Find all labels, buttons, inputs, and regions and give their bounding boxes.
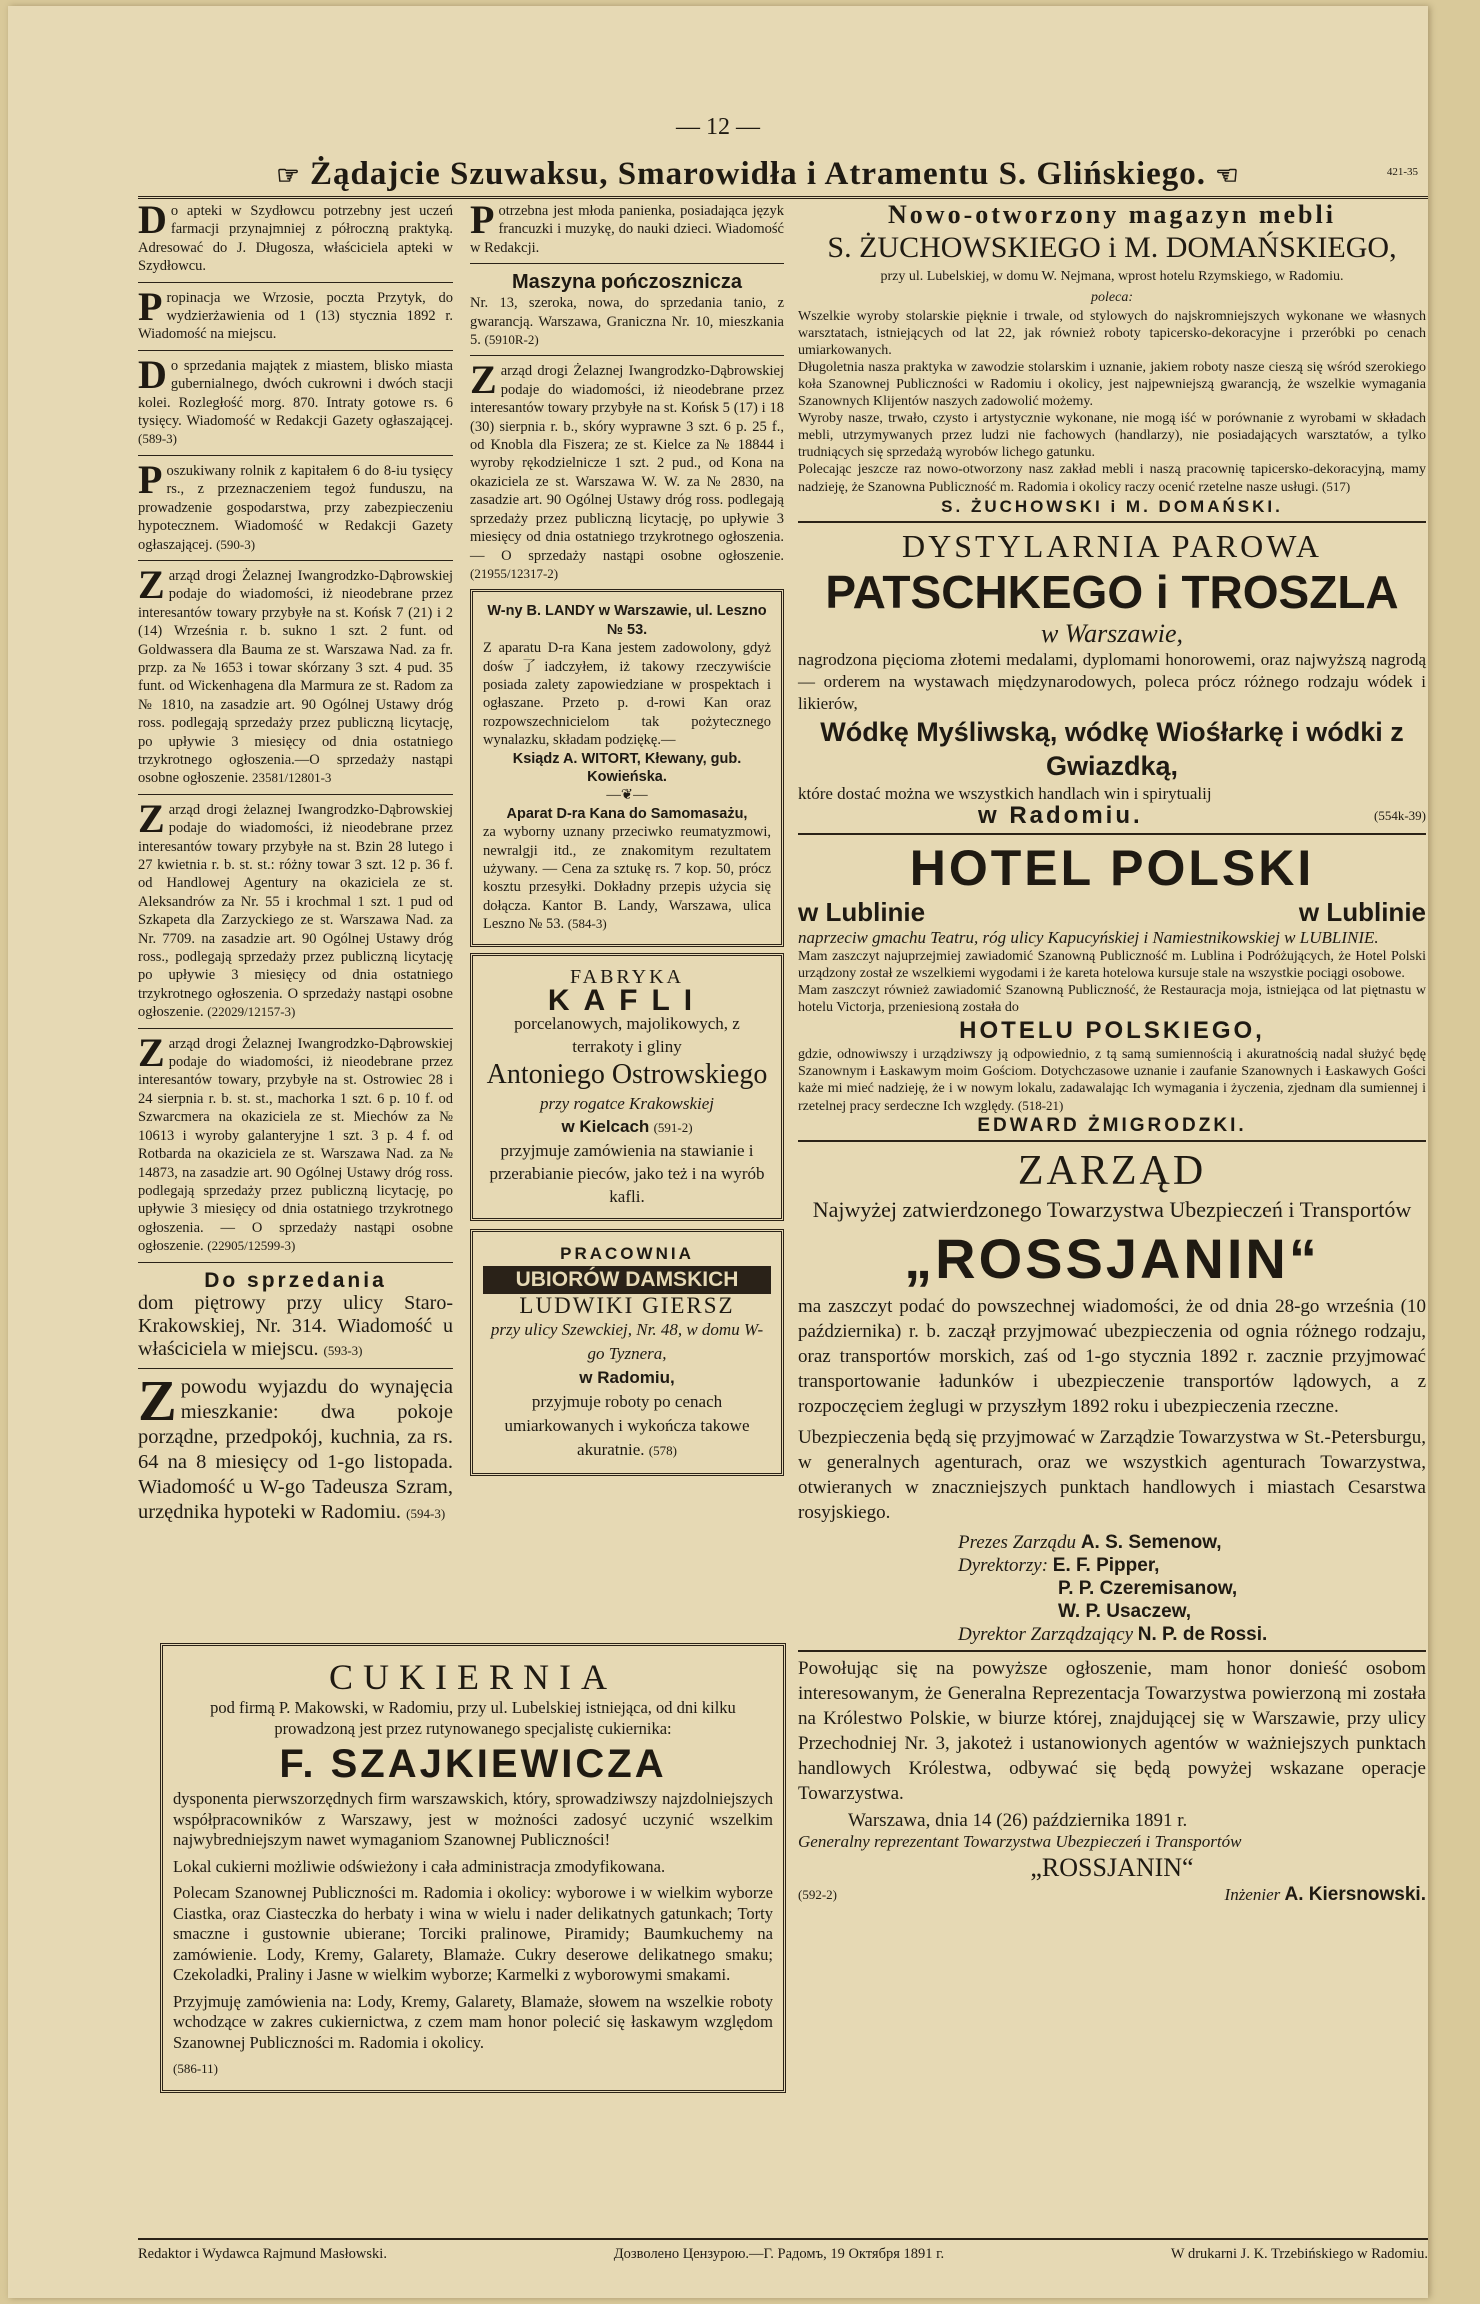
divider: [138, 282, 453, 283]
officials: Prezes Zarządu A. S. Semenow, Dyrektorzy: E. F. Pipper, P. P. Czeremisanow, W. P. Usaczew, Dyrektor Zarządzający N. P. de Rossi.: [958, 1532, 1268, 1645]
divider: [138, 1262, 453, 1263]
divider: [138, 1368, 453, 1369]
pracownia-ad: PRACOWNIA UBIORÓW DAMSKICH LUDWIKI GIERSZ przy ulicy Szewckiej, Nr. 48, w domu W-go Tyznera, w Radomiu, przyjmuje roboty po cenach umiarkowanych i wykończa takowe akuratnie. (578): [470, 1229, 784, 1476]
szram-ad: Zpowodu wyjazdu do wynajęcia mieszkanie: dwa pokoje porządne, przedpokój, kuchnia, za rs. 64 na 8 miesięcy od 1-go listopada. Wiadomość u W-go Tadeusza Szram, urzędnika hypoteki w Radomiu. (594-3): [138, 1367, 453, 1523]
divider: [798, 1140, 1426, 1142]
hotel-city-row: w Lublinie w Lublinie: [798, 897, 1426, 927]
hotel-body: Mam zaszczyt najuprzejmiej zawiadomić Szanowną Publiczność m. Lublina i Podróżujących, że Hotel Polski urządzony został ze wszelkiemi wygodami i że kareta hotelowa kursuje stale na wszystkie pociągi osobowe. Mam zaszczyt również zawiadomić Szanowną Publiczność, że Restauracja moja, istniejąca od lat piętnastu w hotelu Victorja, przeniesioną została do HOTELU POLSKIEGO, gdzie, odnowiwszy i urządziwszy ją odpowiednio, z tą samą sumiennością i akuratnością nadal służyć będę Szanownym i Łaskawym moim Gościom. Dotychczasowe uznanie i zaufanie Szanownych i Łaskawych Gości każe mi mieć nadzieję, że i w nowym lokalu, zadawalając Ich wymagania i życzenia, zjednam dla sumiennej i rzetelnej pracy serdeczne Ich względy. (518-21): [798, 949, 1426, 1114]
notice: Do apteki w Szydłowcu potrzebny jest uczeń farmacji przynajmniej z półroczną praktyką. Adresować do J. Długosza, właściciela apteki w Szydłowcu.: [138, 197, 453, 275]
column-1: [138, 197, 453, 1526]
maszyna-text: Nr. 13, szeroka, nowa, do sprzedania tanio, z gwarancją. Warszawa, Graniczna Nr. 10, mieszkania 5. (5910R-2): [470, 295, 784, 349]
notice: Zarząd drogi Żelaznej Iwangrodzko-Dąbrowskiej podaje do wiadomości, iż nieodebrane przez interesantów towary przybyłe na st. Końsk 7 (21) i 2 (14) Września r. b. sukno 1 szt. 2 funt. od Goldwassera dla Bauma ze st. Warszawa Nad. za fr. przp. za № 1653 i towar skórzany 3 szt. 4 pud. 35 funt. od Wickenhagena dla Marmura ze st. Radom za № 1810, na zasadzie art. 90 Ogólnej Ustawy dróg ross. podlegają sprzedaży przez publiczną licytację, po upływie 3 miesięcy od dnia ostatniego trzykrotnego ogłoszenia.—O sprzedaży nastąpi osobne ogłoszenie. 23581/12801-3: [138, 561, 453, 787]
do-sprzedania-ad: Do sprzedania dom piętrowy przy ulicy Staro-Krakowskiej, Nr. 314. Wiadomość u właściciela w miejscu. (593-3): [138, 1268, 453, 1360]
divider: [798, 833, 1426, 835]
right-column: Nowo-otworzony magazyn mebli S. ŻUCHOWSKIEGO i M. DOMAŃSKIEGO, przy ul. Lubelskiej, w domu W. Nejmana, wprost hotelu Rzymskiego, w Radomiu. poleca: Wszelkie wyroby stolarskie pięknie i trwale, od stylowych do najskromniejszych wykonane we własnych warsztatach, istniejących od lat 22, jak również roboty tapicersko-dekoracyjne i przeróbki po cenach umiarkowanych. Długoletnia nasza praktyka w zawodzie stolarskim i uznanie, jakiem roboty nasze cieszą się wśród szerokiego koła Szanownej Publiczności w Radomiu i okolicy, jest najpewniejszą gwarancją, że wszelkie wymagania Szanownych Klijentów naszych zadowolić możemy. Wyroby nasze, trwało, czysto i artystycznie wykonane, nie mogą iść w porównanie z wyrobami w składach mebli, utrzymywanych przez ludzi nie fachowych (handlarzy), nie posiadających warsztatów, a tylko trudniących się sprzedażą wyrobów lichego gatunku. Polecając jeszcze raz nowo-otworzony nasz zakład mebli i naszą pracownię tapicersko-dekoracyjną, mamy nadzieję, że Szanowna Publiczność m. Radomia i okolicy raczy ocenić rzetelne nasze usługi. (517) S. ŻUCHOWSKI i M. DOMAŃSKI. DYSTYLARNIA PAROWA PATSCHKEGO i TROSZLA w Warszawie, nagrodzona pięcioma złotemi medalami, dyplomami honorowemi, oraz najwyższą nagrodą — orderem na wystawach międzynarodowych, poleca prócz różnego rodzaju wódek i likierów, Wódkę Myśliwską, wódkę Wiośłarkę i wódki z Gwiazdką, które dostać można we wszystkich handlach win i spirytualij w Radomiu. (554k-39) HOTEL POLSKI w Lublinie w Lublinie naprzeciw gmachu Teatru, róg ulicy Kapucyńskiej i Namiestnikowskiej w LUBLINIE. Mam zaszczyt najuprzejmiej zawiadomić Szanowną Publiczność m. Lublina i Podróżujących, że Hotel Polski urządzony został ze wszelkiemi wygodami i że kareta hotelowa kursuje stale na wszystkie pociągi osobowe. Mam zaszczyt również zawiadomić Szanowną Publiczność, że Restauracja moja, istniejąca od lat piętnastu w hotelu Victorja, przeniesioną została do HOTELU POLSKIEGO, gdzie, odnowiwszy i urządziwszy ją odpowiednio, z tą samą sumiennością i akuratnością nadal służyć będę Szanownym i Łaskawym moim Gościom. Dotychczasowe uznanie i zaufanie Szanownych i Łaskawych Gości każe mi mieć nadzieję, że i w nowym lokalu, zadawalając Ich wymagania i życzenia, zjednam dla sumiennej i rzetelnej pracy serdeczne Ich względy. (518-21) EDWARD ŻMIGRODZKI. ZARZĄD Najwyżej zatwierdzonego Towarzystwa Ubezpieczeń i Transportów „ROSSJANIN“ ma zaszczyt podać do powszechnej wiadomości, że od dnia 28-go września (10 października) r. b. zaczął przyjmować ubezpieczenia od ognia różnego rodzaju, oraz transportów morskich, zaś od 1-go stycznia 1892 r. zacznie przyjmować transportowanie ładunków i ubezpieczenie transportów lądowych, a z rozpoczęciem żeglugi w przyszłym 1892 roku i ubezpieczenia rzeczne. Ubezpieczenia będą się przyjmować w Zarządzie Towarzystwa w St.-Petersburgu, w generalnych agenturach, oraz we wszystkich agenturach Towarzystwa, otwieranych w znaczniejszych punktach handlowych i miastach Cesarstwa rosyjskiego. Prezes Zarządu A. S. Semenow, Dyrektorzy: E. F. Pipper, P. P. Czeremisanow, W. P. Usaczew, Dyrektor Zarządzający N. P. de Rossi. Powołując się na powyższe ogłoszenie, mam honor donieść osobom interesowanym, że Generalna Reprezentacja Towarzystwa powierzoną mi została na Królestwo Polskie, w biurze której, znajdującej się w Warszawie, przy ulicy Przechodniej Nr. 3, jakoteż i ustanowionych agentów w ważniejszych punktach handlowych Królestwa, odbywać się będą powyżej wskazane operacje Towarzystwa. Warszawa, dnia 14 (26) października 1891 r. Generalny reprezentant Towarzystwa Ubezpieczeń i Transportów „ROSSJANIN“ (592-2) Inżenier A. Kiersnowski.: [798, 200, 1426, 1905]
notice: Potrzebna jest młoda panienka, posiadająca język francuzki i muzykę, do nauki dzieci. Wiadomość w Redakcji.: [470, 197, 784, 256]
newspaper-page: [8, 6, 1428, 2298]
notice: Zarząd drogi żelaznej Iwangrodzko-Dąbrowskiej podaje do wiadomości, iż nieodebrane przez interesantów towary przybyłe na st. Bzin 28 lutego i 27 kwietnia r. b. st. st.: różny towar 3 szt. 12 p. 36 f. od Handlowej Agentury na okaziciela ze st. Aleksandrów za Nr. 55 i krochmal 1 szt. 1 pud od Szkapeta dla Zarzyckiego ze st. Warszawa Nad. za Nr. 7709. na zasadzie art. 90 Ogólnej Ustawy dróg ross., podlegają sprzedaży przez publiczną licytację po upływie 3 miesięcy od dnia ostatniego trzykrotnego ogłoszenia. O sprzedaży nastąpi osobne ogłoszenie. (22029/12157-3): [138, 795, 453, 1021]
divider: [138, 1028, 453, 1029]
ornament-icon: —❦—: [606, 787, 648, 804]
divider: [798, 1650, 1426, 1652]
divider: [470, 263, 784, 264]
notice: Zarząd drogi Żelaznej Iwangrodzko-Dąbrowskiej podaje do wiadomości, iż nieodebrane przez interesantów towary przybyłe na st. Końsk 5 (17) i 18 (30) sierpnia r. b., skóry wyprawne 3 szt. 6 p. 25 f., od Knobla dla Fiszera; ze st. Kielce za № 18844 i wyroby rękodzielnicze 1 szt. 2 pud., od Kona na okaziciela ze st. Warszawa W. W. za № 2830, na zasadzie art. 90 Ogólnej Ustawy dróg ross. podlegają sprzedaży przez publiczną licytację, po upływie 3 miesięcy od dnia ostatniego trzykrotnego ogłoszenia. — O sprzedaży nastąpi osobne ogłoszenie. (21955/12317-2): [470, 357, 784, 581]
pointing-hand-icon: ☞: [276, 161, 301, 190]
maszyna-title: Maszyna pończosznicza: [511, 271, 743, 294]
divider: [138, 350, 453, 351]
footer-printer: W drukarni J. K. Trzebińskiego w Radomiu.: [1170, 2246, 1428, 2262]
divider: [138, 560, 453, 561]
header-rule: [138, 196, 1428, 199]
divider: [470, 355, 784, 356]
footer-editor: Redaktor i Wydawca Rajmund Masłowski.: [138, 2246, 387, 2262]
page-number: — 12 —: [676, 114, 760, 140]
ross-signature-row: (592-2) Inżenier A. Kiersnowski.: [798, 1884, 1426, 1905]
pointing-hand-icon: ☜: [1215, 161, 1240, 190]
column-2: [470, 197, 784, 1484]
landy-ad: W-ny B. LANDY w Warszawie, ul. Leszno № 53. Z aparatu D-ra Kana jestem zadowolony, gdyż dośw了iadczyłem, iż takowy rzeczywiście posiada zalety zapowiedziane w prospektach i ogłaszane. Przeto p. d-rowi Kan oraz rozpowszechnicielom tak pożytecznego wynalazku, składam podziękę.— Ksiądz A. WITORT, Kłewany, gub. Kowieńska. —❦— Aparat D-ra Kana do Samomasażu, za wyborny uznany przeciwko reumatyzmowi, newralgji itd., ze znakomitym rezultatem używany. — Cena za sztukę rs. 7 kop. 50, prócz kosztu przesyłki. Dokładny przepis użycia się dołącza. Kantor B. Landy, Warszawa, ulica Leszno № 53. (584-3): [470, 589, 784, 946]
notice: Poszukiwany rolnik z kapitałem 6 do 8-iu tysięcy rs., z przeznaczeniem tegoż funduszu, na prowadzenie gospodarstwa, przy zabezpieczeniu hypotecznem. Wiadomość w Redakcji Gazety ogłaszającej. (590-3): [138, 456, 453, 553]
mebli-body: Wszelkie wyroby stolarskie pięknie i trwale, od stylowych do najskromniejszych wykonane we własnych warsztatach, istniejących od lat 22, jak również roboty tapicersko-dekoracyjne i przeróbki po cenach umiarkowanych. Długoletnia nasza praktyka w zawodzie stolarskim i uznanie, jakiem roboty nasze cieszą się wśród szerokiego koła Szanownej Publiczności w Radomiu i okolicy, jest najpewniejszą gwarancją, że wszelkie wymagania Szanownych Klijentów naszych zadowolić możemy. Wyroby nasze, trwało, czysto i artystycznie wykonane, nie mogą iść w porównanie z wyrobami w składach mebli, utrzymywanych przez ludzi nie fachowych (handlarzy), nie posiadających warsztatów, a tylko trudniących się sprzedażą wyrobów lichego gatunku. Polecając jeszcze raz nowo-otworzony nasz zakład mebli i naszą pracownię tapicersko-dekoracyjną, mamy nadzieję, że Szanowna Publiczność m. Radomia i okolicy raczy ocenić rzetelne nasze usługi. (517): [798, 309, 1426, 495]
fabryka-kafli-ad: FABRYKA KAFLI porcelanowych, majolikowych, z terrakoty i gliny Antoniego Ostrowskiego przy rogatce Krakowskiej w Kielcach (591-2) przyjmuje zamówienia na stawianie i przerabianie pieców, jako też i na wyrób kafli.: [470, 953, 784, 1221]
divider: [138, 794, 453, 795]
cukiernia-ad: CUKIERNIA pod firmą P. Makowski, w Radomiu, przy ul. Lubelskiej istniejąca, od dni kilku prowadzoną jest przez rutynowanego specjalistę cukiernika: F. SZAJKIEWICZA dysponenta pierwszorzędnych firm warszawskich, który, sprowadziwszy najzdolniejszych współpracowników z Warszawy, jest w możności zadosyć uczynić wszelkim najwybredniejszym nawet wymaganiom Szanownej Publiczności! Lokal cukierni możliwie odświeżony i cała administracja zmodyfikowana. Polecam Szanownej Publiczności m. Radomia i okolicy: wyborowe i w wielkim wyborze Ciastka, oraz Ciasteczka do herbaty i wina w wielu i nader delikatnych gatunkach; Torty smaczne i gustownie ubierane; Torciki pralinowe, Piramidy; Baumkuchemy na zamówienie. Lody, Kremy, Galarety, Blamaże. Cukry deserowe delikatnego smaku; Czekoladki, Praliny i Jasne w wielkim wyborze; Karmelki z wyborowymi smakami. Przyjmuję zamówienia na: Lody, Kremy, Galarety, Blamaże, słowem na wszelkie roboty wchodzące w zakres cukiernictwa, z czem mam honor polecić się łaskawym względom Szanownej Publiczności m. Radomia i okolicy. (586-11): [160, 1643, 786, 2093]
footer-censor: Дозволено Цензурою.—Г. Радомъ, 19 Октября 1891 г.: [613, 2246, 945, 2262]
divider: [138, 455, 453, 456]
page-footer: [138, 2238, 1428, 2263]
notice: Propinacja we Wrzosie, poczta Przytyk, do wydzierżawienia od 1 (13) stycznia 1892 r. Wiadomość na miejscu.: [138, 283, 453, 343]
notice: Do sprzedania majątek z miastem, blisko miasta gubernialnego, dwóch cukrowni i dwóch stacji kolei. Rozległość morg. 870. Intraty gotowe rs. 6 tysięcy. Wiadomość w Redakcji Gazety ogłaszającej. (589-3): [138, 351, 453, 447]
banner-advert: [158, 156, 1358, 193]
banner-text: Żądajcie Szuwaksu, Smarowidła i Atramentu S. Glińskiego.: [309, 156, 1207, 192]
divider: [798, 521, 1426, 523]
banner-ref: 421-35: [1386, 166, 1418, 178]
notice: Zarząd drogi Żelaznej Iwangrodzko-Dąbrowskiej podaje do wiadomości, iż nieodebrane przez interesantów towary, przybyłe na st. Ostrowiec 28 i 24 sierpnia r. b. st. st., machorka 1 szt. 6 p. 10 f. od Szwarcmera na okaziciela ze st. Miechów za № 10613 i wyroby galanteryjne 1 szt. 3 p. 4 f. od Rotbarda na okaziciela ze st. Warszawa Nad. za № 14873, na zasadzie art. 90 Ogólnej Ustawy dróg ross. podlegają sprzedaży przez publiczną licytację, po upływie 3 miesięcy od dnia ostatniego trzykrotnego ogłoszenia. — O sprzedaży nastąpi osobne ogłoszenie. (22905/12599-3): [138, 1029, 453, 1255]
